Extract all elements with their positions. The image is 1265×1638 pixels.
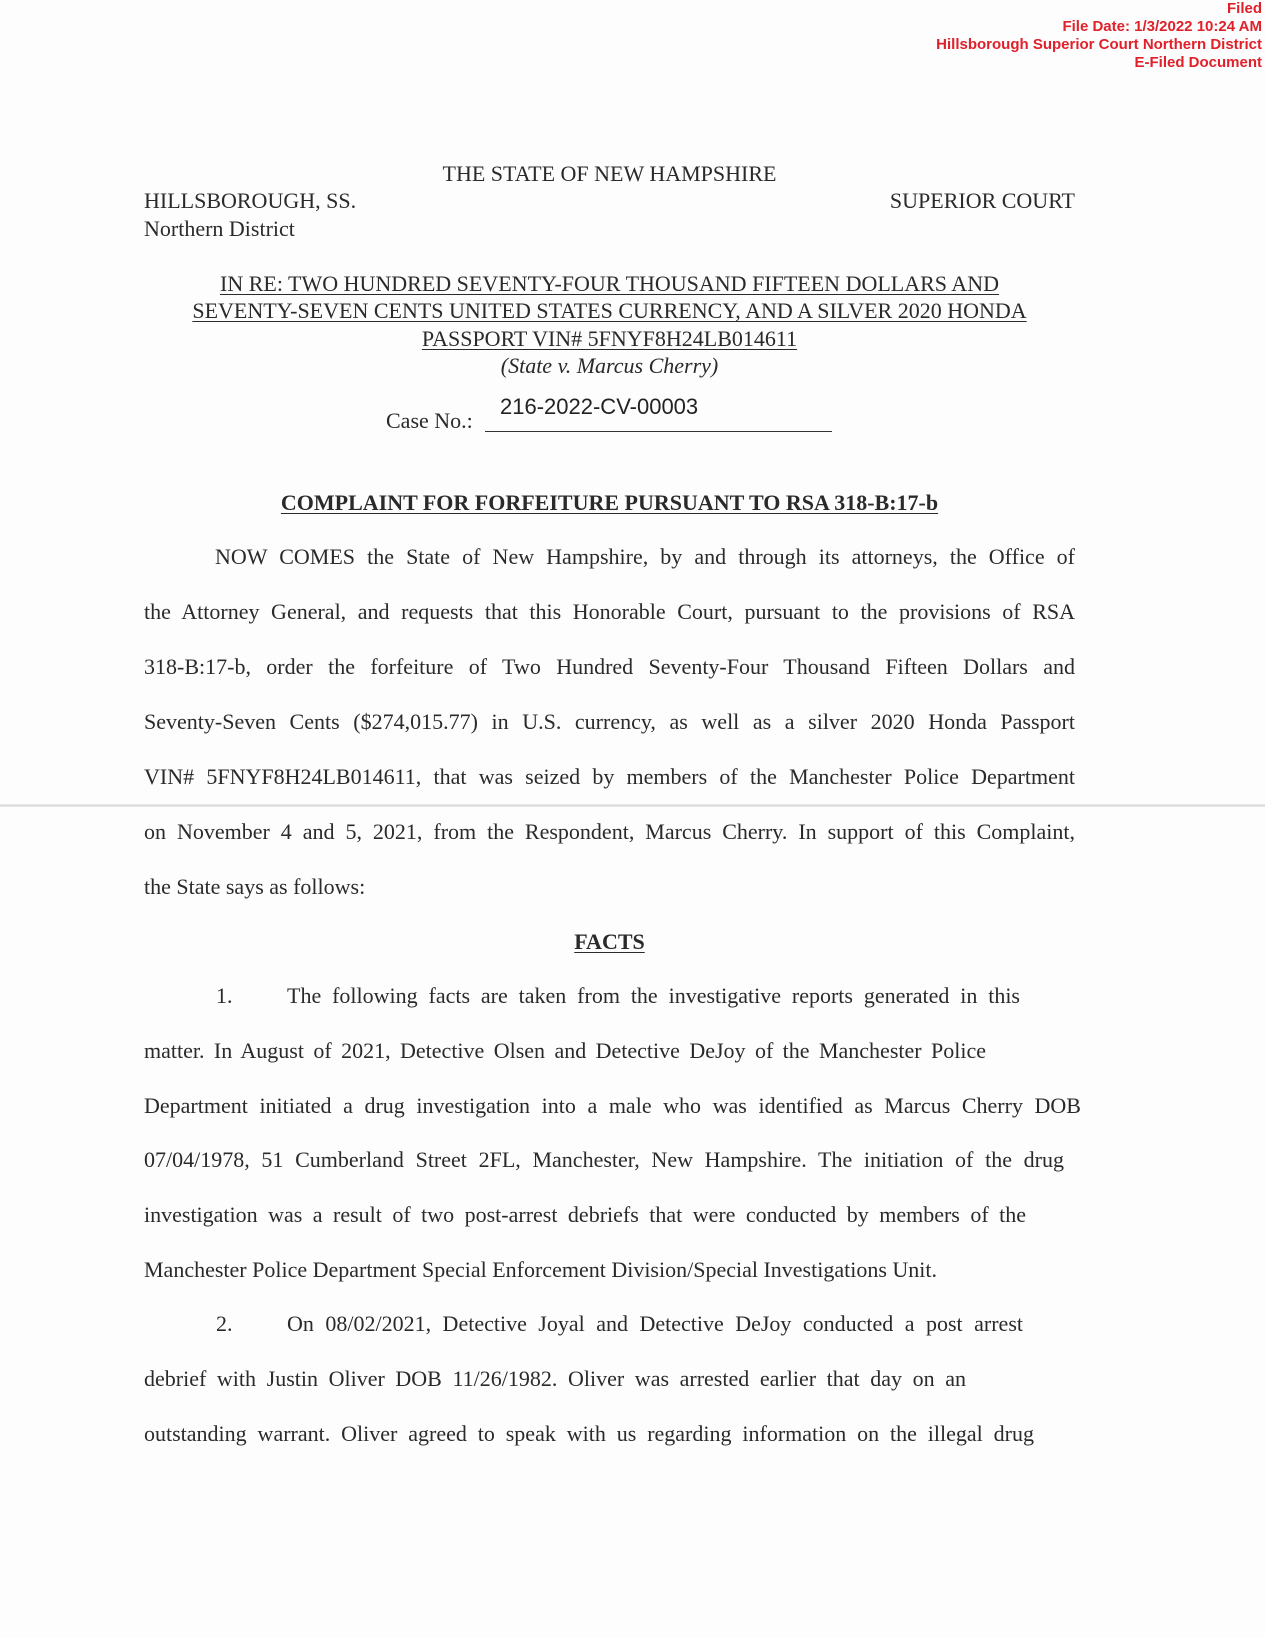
stamp-efiled: E-Filed Document <box>1134 54 1262 71</box>
scan-artifact-line <box>0 804 1265 807</box>
e-filed-stamp <box>936 0 1262 72</box>
intro-line: the Attorney General, and requests that this Honorable Court, pursuant to the provisions of RSA <box>144 599 1075 624</box>
para2-line: On 08/02/2021, Detective Joyal and Detective DeJoy conducted a post arrest <box>287 1311 1023 1336</box>
paragraph-number: 1. <box>216 983 233 1008</box>
paragraph-number: 2. <box>216 1311 233 1336</box>
court-name: SUPERIOR COURT <box>889 188 1075 213</box>
intro-line: the State says as follows: <box>144 874 366 899</box>
district: Northern District <box>144 216 295 241</box>
facts-heading: FACTS <box>574 929 645 954</box>
para1-line: matter. In August of 2021, Detective Olsen and Detective DeJoy of the Manchester Police <box>144 1038 986 1063</box>
stamp-court: Hillsborough Superior Court Northern District <box>936 36 1262 53</box>
para1-line: The following facts are taken from the investigative reports generated in this <box>287 983 1020 1008</box>
para2-line: debrief with Justin Oliver DOB 11/26/1982. Oliver was arrested earlier that day on an <box>144 1366 966 1391</box>
case-number: 216-2022-CV-00003 <box>500 394 699 419</box>
para2-line: outstanding warrant. Oliver agreed to speak with us regarding information on the illegal drug <box>144 1421 1034 1446</box>
intro-line: NOW COMES the State of New Hampshire, by and through its attorneys, the Office of <box>215 544 1075 569</box>
intro-line: Seventy-Seven Cents ($274,015.77) in U.S. currency, as well as a silver 2020 Honda Passport <box>144 709 1075 734</box>
para1-line: Department initiated a drug investigation into a male who was identified as Marcus Cherry DOB <box>144 1093 1081 1118</box>
case-number-underline <box>485 431 832 432</box>
para1-line: 07/04/1978, 51 Cumberland Street 2FL, Manchester, New Hampshire. The initiation of the drug <box>144 1147 1064 1172</box>
intro-line: VIN# 5FNYF8H24LB014611, that was seized by members of the Manchester Police Department <box>144 764 1075 789</box>
stamp-file-date: File Date: 1/3/2022 10:24 AM <box>1062 18 1262 35</box>
caption-line-3: PASSPORT VIN# 5FNYF8H24LB014611 <box>421 326 798 351</box>
para1-line: Manchester Police Department Special Enforcement Division/Special Investigations Unit. <box>144 1257 938 1282</box>
county: HILLSBOROUGH, SS. <box>144 188 357 213</box>
para1-line: investigation was a result of two post-arrest debriefs that were conducted by members of the <box>144 1202 1026 1227</box>
complaint-title: COMPLAINT FOR FORFEITURE PURSUANT TO RSA 318-B:17-b <box>280 490 939 515</box>
stamp-filed: Filed <box>1226 0 1262 17</box>
case-number-label: Case No.: <box>386 408 473 433</box>
state-heading: THE STATE OF NEW HAMPSHIRE <box>442 161 777 186</box>
intro-line: 318-B:17-b, order the forfeiture of Two Hundred Seventy-Four Thousand Fifteen Dollars and <box>144 654 1075 679</box>
caption-line-1: IN RE: TWO HUNDRED SEVENTY-FOUR THOUSAND FIFTEEN DOLLARS AND <box>220 271 999 296</box>
intro-line: on November 4 and 5, 2021, from the Respondent, Marcus Cherry. In support of this Complaint, <box>144 819 1075 844</box>
caption-line-2: SEVENTY-SEVEN CENTS UNITED STATES CURRENCY, AND A SILVER 2020 HONDA <box>192 298 1027 323</box>
case-parties: (State v. Marcus Cherry) <box>500 353 719 378</box>
